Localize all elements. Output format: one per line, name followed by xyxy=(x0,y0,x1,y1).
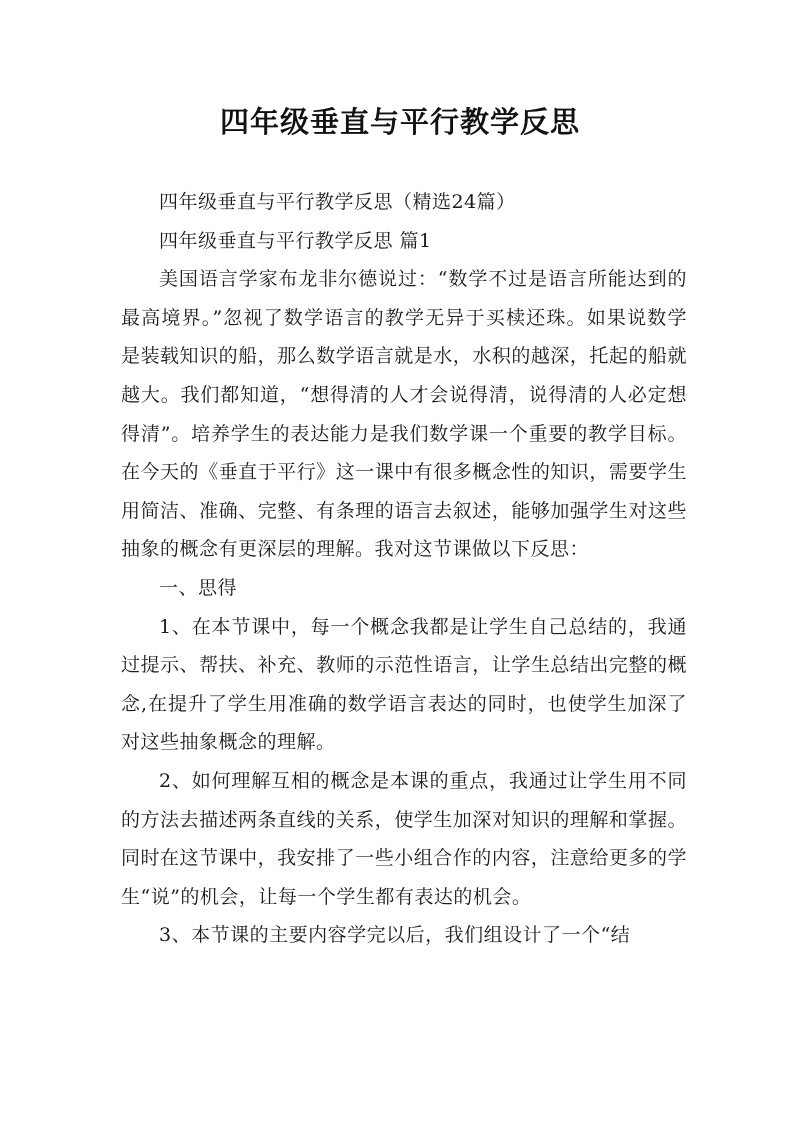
subsection-heading: 一、思得 xyxy=(159,576,238,599)
body-paragraph: 1、在本节课中，每一个概念我都是让学生自己总结的，我通过提示、帮扶、补充、教师的示范性语言，让学生总结出完整的概念,在提升了学生用准确的数学语言表达的同时，也使学生加深了对这些抽象概念的理解。 xyxy=(121,615,687,754)
subtitle-paragraph: 四年级垂直与平行教学反思（精选24篇） xyxy=(159,191,516,213)
document-title: 四年级垂直与平行教学反思 xyxy=(219,105,580,139)
body-paragraph: 美国语言学家布龙非尔德说过：“数学不过是语言所能达到的最高境界。”忽视了数学语言的教学无异于买椟还珠。如果说数学是装载知识的船，那么数学语言就是水，水积的越深，托起的船就越大。我们都知道，“想得清的人才会说得清，说得清的人必定想得清”。培养学生的表达能力是我们数学课一个重要的教学目标。在今天的《垂直于平行》这一课中有很多概念性的知识，需要学生用简洁、准确、完整、有条理的语言去叙述，能够加强学生对这些抽象的概念有更深层的理解。我对这节课做以下反思： xyxy=(121,268,687,561)
document-body xyxy=(121,183,687,955)
section-heading: 四年级垂直与平行教学反思 篇1 xyxy=(159,229,432,252)
body-paragraph: 3、本节课的主要内容学完以后，我们组设计了一个“结 xyxy=(159,924,631,947)
body-paragraph: 2、如何理解互相的概念是本课的重点，我通过让学生用不同的方法去描述两条直线的关系，使学生加深对知识的理解和掌握。同时在这节课中，我安排了一些小组合作的内容，注意给更多的学生“说”的机会，让每一个学生都有表达的机会。 xyxy=(121,769,687,908)
